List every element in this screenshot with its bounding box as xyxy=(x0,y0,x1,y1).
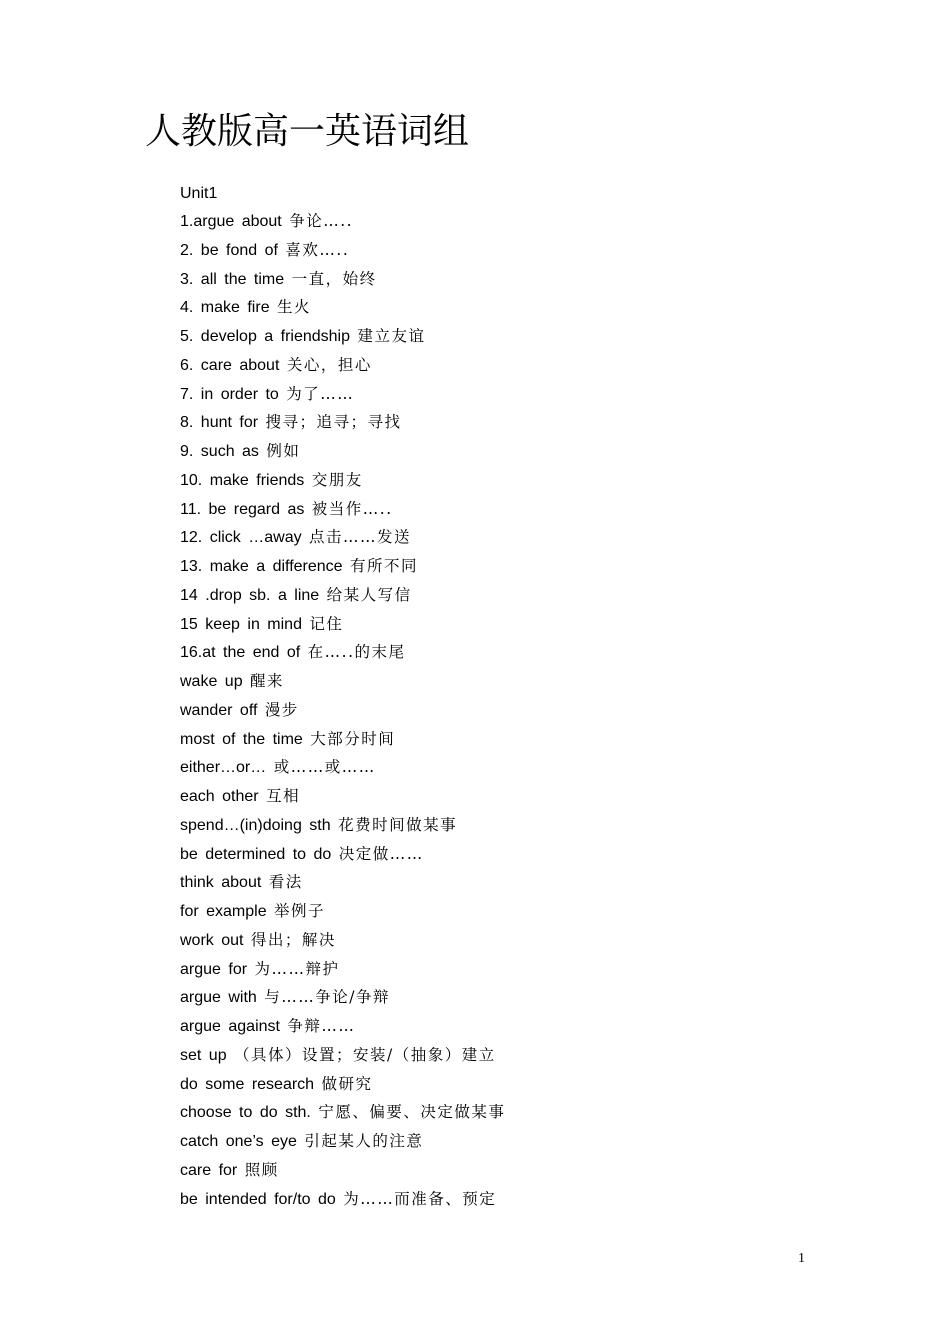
phrase-entry xyxy=(180,670,505,699)
phrase-english: 12. click …away xyxy=(180,529,302,547)
phrase-entry xyxy=(180,929,505,958)
phrase-english: set up xyxy=(180,1046,227,1064)
phrase-entry xyxy=(180,1130,505,1159)
phrase-entry xyxy=(180,785,505,814)
phrase-english: 6. care about xyxy=(180,356,280,374)
phrase-english: wander off xyxy=(180,701,258,719)
phrase-chinese: 喜欢….. xyxy=(285,240,350,259)
phrase-entry xyxy=(180,526,505,555)
phrase-english: 5. develop a friendship xyxy=(180,328,350,345)
phrase-chinese: 得出；解决 xyxy=(250,930,336,949)
phrase-english: 11. be regard as xyxy=(180,500,305,518)
phrase-entry xyxy=(180,411,505,440)
phrase-english: be determined to do xyxy=(180,845,332,863)
phrase-english: 13. make a difference xyxy=(180,558,343,575)
phrase-entry xyxy=(180,584,505,613)
phrase-chinese: 在…..的末尾 xyxy=(307,643,406,662)
phrase-chinese: 例如 xyxy=(266,442,301,460)
phrase-entry xyxy=(180,1101,505,1130)
phrase-english: 15 keep in mind xyxy=(180,615,302,633)
phrase-list xyxy=(180,210,505,1216)
phrase-entry xyxy=(180,1015,505,1044)
phrase-english: 8. hunt for xyxy=(180,414,259,432)
phrase-chinese: 宁愿、偏要、决定做某事 xyxy=(318,1103,506,1122)
phrase-entry xyxy=(180,1188,505,1217)
phrase-english: 7. in order to xyxy=(180,385,279,403)
phrase-chinese: 大部分时间 xyxy=(310,729,396,748)
phrase-chinese: 决定做…… xyxy=(338,844,424,863)
phrase-entry xyxy=(180,958,505,987)
phrase-english: think about xyxy=(180,874,262,892)
phrase-entry xyxy=(180,986,505,1015)
phrase-english: be intended for/to do xyxy=(180,1190,336,1208)
phrase-chinese: 搜寻；追寻；寻找 xyxy=(265,413,402,432)
phrase-entry xyxy=(180,210,505,239)
phrase-chinese: 点击……发送 xyxy=(309,528,412,547)
phrase-chinese: 做研究 xyxy=(321,1074,373,1093)
phrase-chinese: 交朋友 xyxy=(311,470,363,489)
phrase-english: do some research xyxy=(180,1075,315,1093)
phrase-chinese: 与……争论/争辩 xyxy=(264,988,391,1007)
phrase-english: for example xyxy=(180,903,267,920)
phrase-entry xyxy=(180,354,505,383)
phrase-english: spend…(in)doing sth xyxy=(180,816,331,834)
phrase-english: 16.at the end of xyxy=(180,644,301,662)
phrase-entry xyxy=(180,699,505,728)
phrase-chinese: 花费时间做某事 xyxy=(338,815,458,834)
phrase-english: 3. all the time xyxy=(180,270,285,288)
phrase-english: argue with xyxy=(180,989,257,1007)
phrase-chinese: 醒来 xyxy=(250,672,285,690)
phrase-chinese: 看法 xyxy=(268,873,303,892)
phrase-english: work out xyxy=(180,931,244,949)
phrase-english: choose to do sth. xyxy=(180,1104,311,1122)
phrase-entry xyxy=(180,1073,505,1102)
phrase-english: 1.argue about xyxy=(180,213,282,230)
phrase-entry xyxy=(180,498,505,527)
phrase-entry xyxy=(180,325,505,354)
phrase-english: 2. be fond of xyxy=(180,241,278,259)
phrase-english: wake up xyxy=(180,673,243,690)
phrase-entry xyxy=(180,756,505,785)
phrase-entry xyxy=(180,469,505,498)
phrase-english: most of the time xyxy=(180,730,303,748)
phrase-chinese: 互相 xyxy=(266,787,301,805)
phrase-chinese: 争辩…… xyxy=(287,1017,356,1035)
phrase-entry xyxy=(180,239,505,268)
phrase-english: catch one’s eye xyxy=(180,1133,297,1150)
phrase-entry xyxy=(180,440,505,469)
phrase-chinese: 关心，担心 xyxy=(286,355,372,374)
phrase-chinese: （具体）设置；安装/（抽象）建立 xyxy=(234,1045,496,1064)
section-heading: Unit1 xyxy=(180,185,218,202)
phrase-chinese: 照顾 xyxy=(244,1160,279,1179)
phrase-english: 10. make friends xyxy=(180,471,305,489)
phrase-chinese: 被当作….. xyxy=(311,499,393,518)
phrase-entry xyxy=(180,613,505,642)
phrase-chinese: 记住 xyxy=(309,614,344,633)
phrase-entry xyxy=(180,728,505,757)
phrase-english: either…or… xyxy=(180,759,267,777)
page-title: 人教版高一英语词组 xyxy=(145,111,470,152)
phrase-entry xyxy=(180,268,505,297)
phrase-chinese: 为……而准备、预定 xyxy=(343,1189,497,1208)
phrase-english: 14 .drop sb. a line xyxy=(180,586,320,604)
phrase-entry xyxy=(180,641,505,670)
phrase-english: 9. such as xyxy=(180,443,259,460)
phrase-chinese: 建立友谊 xyxy=(357,327,426,345)
page-number: 1 xyxy=(798,1251,805,1266)
phrase-entry xyxy=(180,843,505,872)
phrase-chinese: 一直，始终 xyxy=(291,269,377,288)
phrase-entry xyxy=(180,871,505,900)
phrase-english: argue against xyxy=(180,1018,280,1035)
phrase-entry xyxy=(180,1044,505,1073)
phrase-chinese: 为……辩护 xyxy=(254,959,340,978)
phrase-chinese: 给某人写信 xyxy=(326,585,412,604)
phrase-english: each other xyxy=(180,788,259,805)
phrase-chinese: 举例子 xyxy=(274,902,326,920)
phrase-english: 4. make fire xyxy=(180,299,270,317)
phrase-english: argue for xyxy=(180,960,248,978)
phrase-entry xyxy=(180,383,505,412)
phrase-entry xyxy=(180,900,505,929)
phrase-chinese: 生火 xyxy=(277,298,312,317)
phrase-entry xyxy=(180,1159,505,1188)
phrase-entry xyxy=(180,296,505,325)
phrase-chinese: 引起某人的注意 xyxy=(304,1132,424,1150)
phrase-english: care for xyxy=(180,1161,238,1179)
phrase-chinese: 有所不同 xyxy=(350,557,419,575)
phrase-chinese: 或……或…… xyxy=(273,758,376,777)
phrase-entry xyxy=(180,555,505,584)
phrase-chinese: 漫步 xyxy=(264,700,299,719)
phrase-chinese: 争论….. xyxy=(289,212,354,230)
phrase-entry xyxy=(180,814,505,843)
phrase-chinese: 为了…… xyxy=(286,384,355,403)
